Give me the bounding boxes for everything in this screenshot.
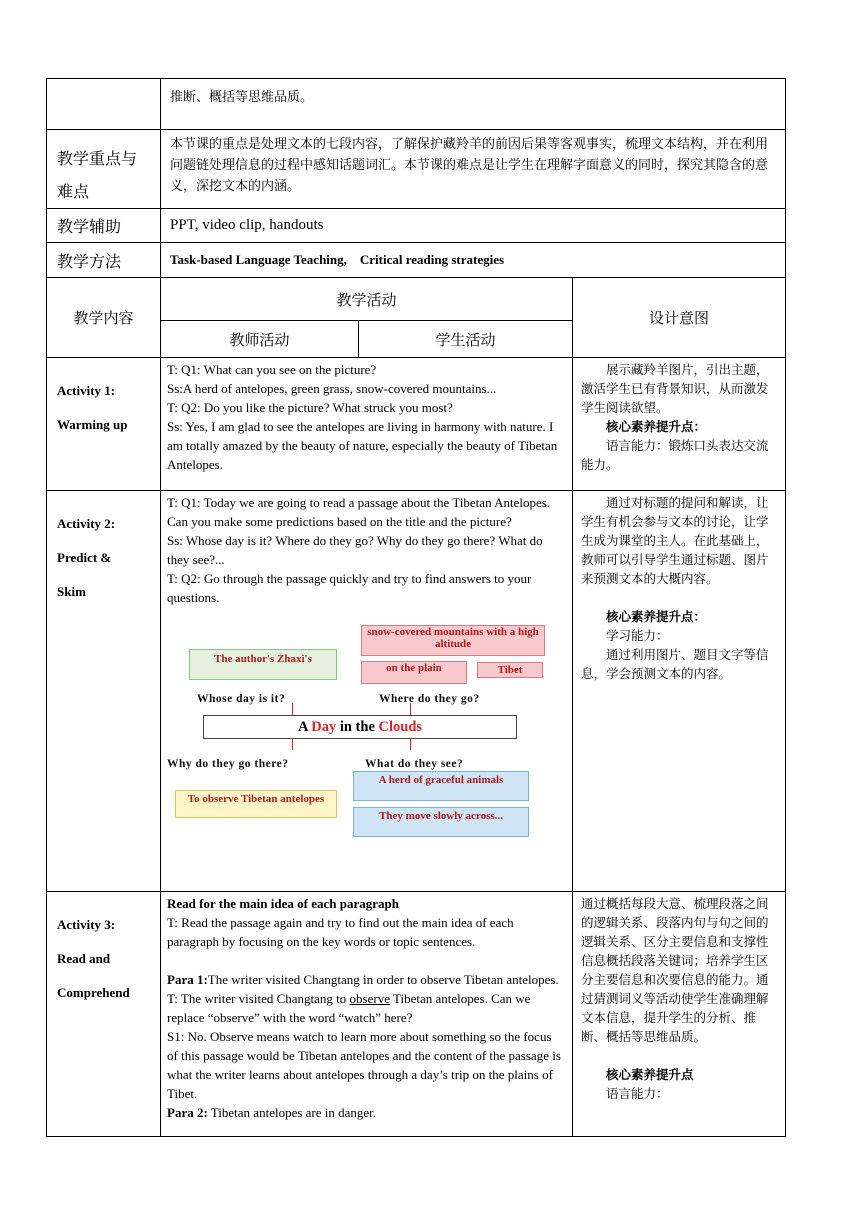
- para2-label: Para 2:: [167, 1105, 208, 1120]
- aids-text: PPT, video clip, handouts: [161, 209, 786, 243]
- activity-3-design: [573, 892, 786, 1137]
- activity-2-design-p2: 核心素养提升点：: [606, 609, 707, 624]
- header-teacher: 教师活动: [161, 321, 359, 358]
- t2-post: Tibetan antelopes. Can we replace “observe” with the word “watch” here?: [167, 991, 531, 1025]
- header-student: 学生活动: [359, 321, 573, 358]
- activity-1-line: T: Q1: What can you see on the picture?: [167, 362, 377, 377]
- activity-1-title: [47, 358, 161, 491]
- arrow-up-left: [292, 703, 293, 715]
- activity-3-t2: [167, 989, 564, 1027]
- continuation-text: 推断、概括等思维品质。: [161, 79, 786, 130]
- activity-1-design-p1: 展示藏羚羊图片，引出主题，激活学生已有背景知识，从而激发学生阅读欲望。: [581, 362, 769, 415]
- title-word-in-the: in the: [339, 719, 375, 735]
- method-text: Task-based Language Teaching, Critical reading strategies: [161, 243, 786, 278]
- arrow-down-left: [292, 738, 293, 750]
- tibet-box: Tibet: [477, 662, 543, 678]
- method-label: 教学方法: [47, 243, 161, 278]
- activity-3-design-p2: 核心素养提升点: [606, 1067, 694, 1082]
- author-box: The author's Zhaxi's: [189, 649, 337, 680]
- activity-3-t1: T: Read the passage again and try to find out the main idea of each paragraph by focusing on the key words or topic sentences.: [167, 915, 514, 949]
- activity-3-design-p1: 通过概括每段大意、梳理段落之间的逻辑关系、段落内句与句之间的逻辑关系、区分主要信息和支撑性信息概括段落关键词；培养学生区分主要信息和次要信息的能力。通过猜测词义等活动使学生准确理解文本信息，提升学生的分析、推断、概括等思维品质。: [581, 896, 769, 1044]
- para1-text: The writer visited Changtang in order to observe Tibetan antelopes.: [207, 972, 559, 987]
- activity-2-title-line2: Predict &: [57, 550, 112, 565]
- passage-title-box: [203, 715, 517, 739]
- activity-2-title-line3: Skim: [57, 584, 86, 599]
- activity-1-body: [161, 358, 573, 491]
- activity-2-title: [47, 491, 161, 892]
- activity-3-s1: S1: No. Observe means watch to learn more about something so the focus of this passage would be Tibetan antelopes and the content of the passage is what the writer learns about antelopes through a day’s trip on the plains of Tibet.: [167, 1029, 561, 1101]
- arrow-down-right: [410, 738, 411, 750]
- plain-box: on the plain: [361, 661, 467, 684]
- row-aids: [47, 209, 786, 243]
- focus-label: 教学重点与难点: [47, 130, 161, 209]
- title-prediction-diagram: [167, 625, 547, 850]
- activity-3-body: [161, 892, 573, 1137]
- move-box: They move slowly across...: [353, 807, 529, 837]
- lesson-plan-table: [46, 78, 786, 1137]
- activity-3-title-line2: Read and: [57, 951, 111, 966]
- activity-2-design: [573, 491, 786, 892]
- activity-2-design-p4: 通过利用图片、题目文字等信息，学会预测文本的内容。: [581, 647, 769, 681]
- activity-2-title-line1: Activity 2:: [57, 516, 116, 531]
- activity-3-title: [47, 892, 161, 1137]
- row-activity-3: [47, 892, 786, 1137]
- para1-label: Para 1:: [167, 972, 208, 987]
- empty-cell: [47, 79, 161, 130]
- activity-1-design: [573, 358, 786, 491]
- activity-1-design-p2: 核心素养提升点：: [606, 419, 707, 434]
- observe-box: To observe Tibetan antelopes: [175, 790, 337, 818]
- activity-3-para1: [167, 970, 564, 989]
- activity-1-line: Ss:A herd of antelopes, green grass, snow-covered mountains...: [167, 381, 497, 396]
- row-header-1: [47, 278, 786, 321]
- aids-label: 教学辅助: [47, 209, 161, 243]
- title-word-clouds: Clouds: [378, 719, 423, 735]
- header-content: 教学内容: [47, 278, 161, 358]
- activity-3-para2: [167, 1103, 564, 1122]
- activity-2-body: [161, 491, 573, 892]
- activity-1-title-line1: Activity 1:: [57, 383, 116, 398]
- question-where: Where do they go?: [379, 693, 480, 705]
- question-what: What do they see?: [365, 758, 464, 770]
- activity-1-line: Ss: Yes, I am glad to see the antelopes are living in harmony with nature. I am totally amazed by the beauty of nature, especially the beauty of Tibetan Antelopes.: [167, 419, 558, 472]
- row-method: [47, 243, 786, 278]
- arrow-up-right: [410, 703, 411, 715]
- row-activity-2: [47, 491, 786, 892]
- activity-2-line: Ss: Whose day is it? Where do they go? Why do they go there? What do they see?...: [167, 533, 543, 567]
- t2-pre: T: The writer visited Changtang to: [167, 991, 350, 1006]
- header-design: 设计意图: [573, 278, 786, 358]
- activity-2-line: T: Q2: Go through the passage quickly and try to find answers to your questions.: [167, 571, 532, 605]
- question-why: Why do they go there?: [167, 758, 289, 770]
- activity-2-line: T: Q1: Today we are going to read a passage about the Tibetan Antelopes. Can you make some predictions based on the title and the picture?: [167, 495, 551, 529]
- para2-text: Tibetan antelopes are in danger.: [207, 1105, 377, 1120]
- title-word-day: Day: [311, 719, 337, 735]
- activity-3-design-p3: 语言能力：: [606, 1086, 669, 1101]
- activity-3-heading: Read for the main idea of each paragraph: [167, 896, 399, 911]
- question-whose: Whose day is it?: [197, 693, 286, 705]
- activity-1-line: T: Q2: Do you like the picture? What struck you most?: [167, 400, 453, 415]
- header-activity: 教学活动: [161, 278, 573, 321]
- activity-2-design-p1: 通过对标题的提问和解读，让学生有机会参与文本的讨论，让学生成为课堂的主人。在此基础上，教师可以引导学生通过标题、图片来预测文本的大概内容。: [581, 495, 769, 586]
- activity-1-title-line2: Warming up: [57, 417, 128, 432]
- activity-3-title-line1: Activity 3:: [57, 917, 116, 932]
- mountains-box: snow-covered mountains with a high altitude: [361, 625, 545, 656]
- row-continuation: [47, 79, 786, 130]
- activity-1-design-p3: 语言能力：锻炼口头表达交流能力。: [581, 438, 769, 472]
- row-focus: [47, 130, 786, 209]
- activity-3-title-line3: Comprehend: [57, 985, 130, 1000]
- row-activity-1: [47, 358, 786, 491]
- focus-text: 本节课的重点是处理文本的七段内容，了解保护藏羚羊的前因后果等客观事实，梳理文本结构，并在利用问题链处理信息的过程中感知话题词汇。本节课的难点是让学生在理解字面意义的同时，探究其隐含的意义，深挖文本的内涵。: [161, 130, 786, 209]
- t2-word-observe: observe: [349, 991, 390, 1006]
- herd-box: A herd of graceful animals: [353, 771, 529, 801]
- activity-2-design-p3: 学习能力：: [606, 628, 669, 643]
- title-word-a: A: [297, 719, 308, 735]
